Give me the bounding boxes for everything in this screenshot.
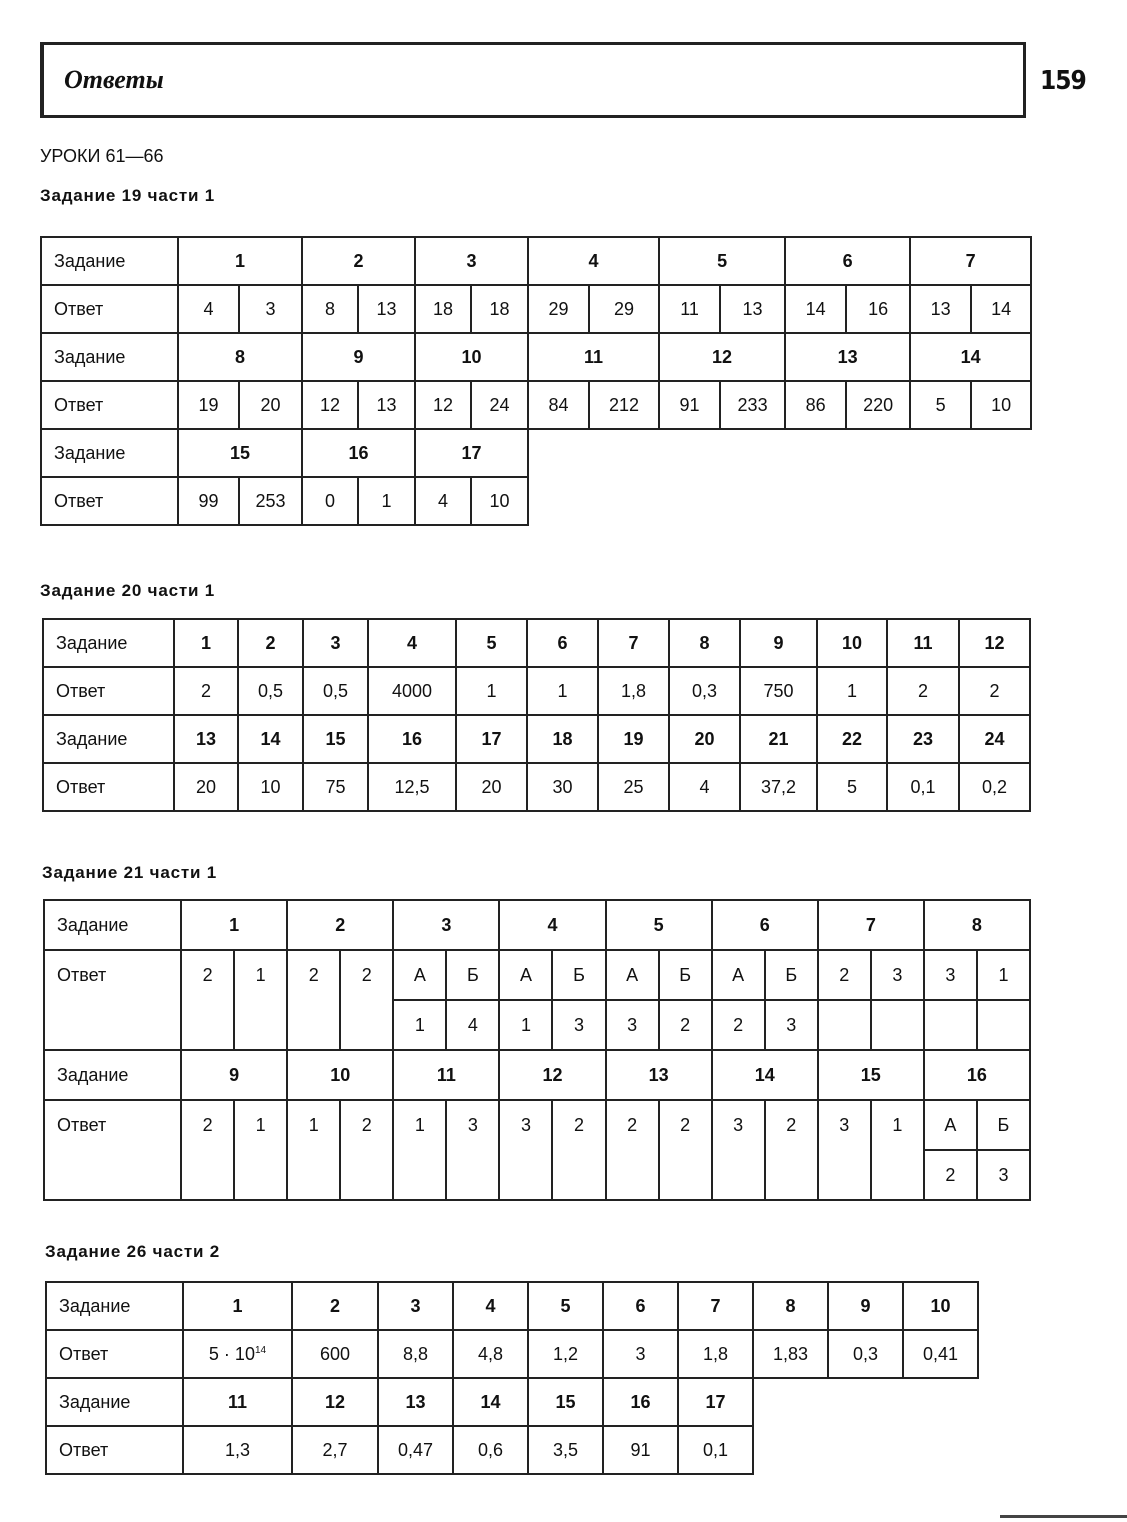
answer-cell: 0,1	[678, 1426, 753, 1474]
answer-cell: 1	[358, 477, 415, 525]
task-number: 4	[499, 900, 605, 950]
task-number: 14	[238, 715, 303, 763]
answer-letter: Б	[765, 950, 818, 1000]
task21-row2-answers-top	[44, 1100, 1030, 1150]
answer-cell: 18	[471, 285, 528, 333]
answer-label: Ответ	[41, 285, 178, 333]
task19-row2-tasks	[41, 333, 1031, 381]
answer-cell: 2	[818, 950, 871, 1000]
task-number: 14	[712, 1050, 818, 1100]
answer-cell: 1	[527, 667, 598, 715]
task-number: 4	[368, 619, 456, 667]
answer-cell: 4	[415, 477, 471, 525]
task-number: 7	[910, 237, 1031, 285]
task19-row3-tasks	[41, 429, 1031, 477]
task26-row2-tasks	[46, 1378, 978, 1426]
task20-row2-answers	[43, 763, 1030, 811]
answer-label: Ответ	[41, 477, 178, 525]
task-number: 16	[302, 429, 415, 477]
answer-cell: 25	[598, 763, 669, 811]
answer-cell: 0,41	[903, 1330, 978, 1378]
answer-cell: 1,8	[678, 1330, 753, 1378]
answer-cell: 2	[340, 950, 393, 1050]
task21-title: Задание 21 части 1	[42, 863, 218, 882]
answer-cell: 1	[234, 1100, 287, 1200]
answer-cell: 1	[287, 1100, 340, 1200]
answer-cell: 220	[846, 381, 910, 429]
footer-rule	[1000, 1515, 1127, 1518]
answer-label: Ответ	[46, 1426, 183, 1474]
answer-cell: 1	[393, 1100, 446, 1200]
answer-cell: 3	[977, 1150, 1030, 1200]
answer-cell: 18	[415, 285, 471, 333]
task-number: 5	[456, 619, 527, 667]
answer-cell: 2	[887, 667, 959, 715]
answer-cell: 24	[471, 381, 528, 429]
task-number: 18	[527, 715, 598, 763]
answer-cell: 2,7	[292, 1426, 378, 1474]
task-label: Задание	[46, 1282, 183, 1330]
task-number: 13	[606, 1050, 712, 1100]
page-number: 159	[1040, 66, 1086, 96]
task-number: 1	[174, 619, 238, 667]
answer-cell: 2	[712, 1000, 765, 1050]
task-number: 10	[903, 1282, 978, 1330]
answer-cell: 12	[415, 381, 471, 429]
task-number: 5	[528, 1282, 603, 1330]
task-number: 2	[287, 900, 393, 950]
answer-letter: Б	[977, 1100, 1030, 1150]
answer-cell: 12	[302, 381, 358, 429]
answer-cell: 0,6	[453, 1426, 528, 1474]
answer-cell: 750	[740, 667, 817, 715]
task-number: 7	[678, 1282, 753, 1330]
task20-row2-tasks	[43, 715, 1030, 763]
answer-cell: 600	[292, 1330, 378, 1378]
answer-cell: 14	[971, 285, 1031, 333]
task-number: 7	[818, 900, 924, 950]
page-title: Ответы	[64, 65, 164, 94]
answer-cell: 10	[971, 381, 1031, 429]
answer-letter: Б	[446, 950, 499, 1000]
task-number: 6	[603, 1282, 678, 1330]
task-number: 6	[712, 900, 818, 950]
answer-cell: 10	[238, 763, 303, 811]
task-number: 1	[178, 237, 302, 285]
answer-cell: 3	[924, 950, 977, 1000]
answer-cell: 0	[302, 477, 358, 525]
answer-label: Ответ	[44, 950, 181, 1050]
answer-cell: 11	[659, 285, 720, 333]
answer-cell: 2	[606, 1100, 659, 1200]
task-label: Задание	[43, 715, 174, 763]
answer-cell: 4	[446, 1000, 499, 1050]
answer-cell: 0,5	[238, 667, 303, 715]
task-number: 13	[785, 333, 910, 381]
task-number: 6	[527, 619, 598, 667]
answer-letter: Б	[552, 950, 605, 1000]
answer-cell: 212	[589, 381, 659, 429]
task-number: 22	[817, 715, 887, 763]
answer-cell: 0,5	[303, 667, 368, 715]
task-number: 10	[287, 1050, 393, 1100]
answer-cell: 4	[178, 285, 239, 333]
task-number: 19	[598, 715, 669, 763]
answer-cell: 13	[358, 285, 415, 333]
task-number: 15	[818, 1050, 924, 1100]
answer-cell: 84	[528, 381, 589, 429]
answer-cell: 2	[174, 667, 238, 715]
task-number: 10	[415, 333, 528, 381]
task-number: 8	[669, 619, 740, 667]
answer-cell-empty	[977, 1000, 1030, 1050]
answer-cell: 3	[765, 1000, 818, 1050]
answer-cell: 2	[765, 1100, 818, 1200]
answer-cell: 2	[181, 1100, 234, 1200]
answer-cell-empty	[924, 1000, 977, 1050]
task-number: 4	[453, 1282, 528, 1330]
task-number: 3	[393, 900, 499, 950]
lessons-heading: УРОКИ 61—66	[40, 146, 164, 166]
task-number: 23	[887, 715, 959, 763]
answer-cell: 3	[603, 1330, 678, 1378]
task-label: Задание	[41, 333, 178, 381]
task20-row1-answers	[43, 667, 1030, 715]
answer-cell: 1,2	[528, 1330, 603, 1378]
answer-cell: 1	[234, 950, 287, 1050]
answer-cell: 20	[174, 763, 238, 811]
answer-cell: 99	[178, 477, 239, 525]
task-number: 14	[910, 333, 1031, 381]
task-label: Задание	[43, 619, 174, 667]
answer-cell: 3	[606, 1000, 659, 1050]
task-label: Задание	[41, 429, 178, 477]
answer-cell: 0,1	[887, 763, 959, 811]
answer-cell: 29	[528, 285, 589, 333]
empty-space	[528, 429, 1031, 477]
answer-cell: 3	[446, 1100, 499, 1200]
task-number: 15	[178, 429, 302, 477]
task19-row3-answers	[41, 477, 1031, 525]
task-number: 24	[959, 715, 1030, 763]
answer-cell: 75	[303, 763, 368, 811]
task-number: 12	[499, 1050, 605, 1100]
task-label: Задание	[44, 900, 181, 950]
answer-cell: 2	[659, 1000, 712, 1050]
answer-cell: 20	[456, 763, 527, 811]
task-number: 8	[924, 900, 1030, 950]
answer-letter: А	[499, 950, 552, 1000]
task-number: 11	[183, 1378, 292, 1426]
answer-cell: 1,8	[598, 667, 669, 715]
task-number: 2	[292, 1282, 378, 1330]
answer-cell: 8,8	[378, 1330, 453, 1378]
task-number: 3	[303, 619, 368, 667]
task19-row1-answers	[41, 285, 1031, 333]
answer-exponent: 14	[254, 1344, 267, 1356]
answer-cell: 0,2	[959, 763, 1030, 811]
answer-cell: 2	[340, 1100, 393, 1200]
answer-letter: Б	[659, 950, 712, 1000]
task20-row1-tasks	[43, 619, 1030, 667]
answer-cell: 13	[720, 285, 785, 333]
answer-base: 5 · 10	[208, 1343, 255, 1364]
answer-cell-power	[183, 1330, 292, 1378]
answer-cell: 1	[499, 1000, 552, 1050]
task-label: Задание	[44, 1050, 181, 1100]
task26-row1-answers	[46, 1330, 978, 1378]
task26-title: Задание 26 части 2	[45, 1242, 221, 1261]
task-number: 13	[174, 715, 238, 763]
answer-cell: 253	[239, 477, 302, 525]
task21-row1-tasks	[44, 900, 1030, 950]
task19-row1-tasks	[41, 237, 1031, 285]
task-number: 21	[740, 715, 817, 763]
answer-cell: 91	[659, 381, 720, 429]
answer-cell: 3,5	[528, 1426, 603, 1474]
task-number: 9	[302, 333, 415, 381]
answer-cell: 16	[846, 285, 910, 333]
answer-cell: 0,3	[669, 667, 740, 715]
answer-cell: 2	[181, 950, 234, 1050]
task-number: 9	[740, 619, 817, 667]
answer-cell: 4	[669, 763, 740, 811]
task-number: 15	[528, 1378, 603, 1426]
task20-table	[42, 618, 1031, 812]
task-number: 2	[302, 237, 415, 285]
task-label: Задание	[46, 1378, 183, 1426]
answer-letter: А	[712, 950, 765, 1000]
answer-label: Ответ	[43, 763, 174, 811]
task-number: 13	[378, 1378, 453, 1426]
task21-row2-tasks	[44, 1050, 1030, 1100]
task19-table	[40, 236, 1032, 526]
answer-label: Ответ	[46, 1330, 183, 1378]
task-number: 6	[785, 237, 910, 285]
task-number: 5	[606, 900, 712, 950]
task-number: 12	[292, 1378, 378, 1426]
answer-letter: А	[606, 950, 659, 1000]
answer-cell: 12,5	[368, 763, 456, 811]
answer-cell: 1	[393, 1000, 446, 1050]
answer-cell: 30	[527, 763, 598, 811]
answer-cell: 0,47	[378, 1426, 453, 1474]
answer-cell: 0,3	[828, 1330, 903, 1378]
answer-cell: 3	[871, 950, 924, 1000]
task-number: 10	[817, 619, 887, 667]
answer-label: Ответ	[41, 381, 178, 429]
task19-title: Задание 19 части 1	[40, 186, 216, 205]
answer-cell: 29	[589, 285, 659, 333]
answer-cell: 19	[178, 381, 239, 429]
answer-cell: 2	[659, 1100, 712, 1200]
answer-cell: 2	[924, 1150, 977, 1200]
task20-title: Задание 20 части 1	[40, 581, 216, 600]
task-number: 3	[415, 237, 528, 285]
answer-cell: 1,83	[753, 1330, 828, 1378]
task-number: 11	[393, 1050, 499, 1100]
header-box	[40, 42, 1026, 118]
task-number: 2	[238, 619, 303, 667]
task-number: 11	[887, 619, 959, 667]
answer-label: Ответ	[44, 1100, 181, 1200]
answer-cell: 3	[499, 1100, 552, 1200]
answer-cell: 1,3	[183, 1426, 292, 1474]
task-number: 15	[303, 715, 368, 763]
answer-cell-empty	[871, 1000, 924, 1050]
task-number: 4	[528, 237, 659, 285]
task-number: 1	[183, 1282, 292, 1330]
answer-cell: 1	[456, 667, 527, 715]
task21-row1-answers-top	[44, 950, 1030, 1000]
task-label: Задание	[41, 237, 178, 285]
answer-cell: 3	[712, 1100, 765, 1200]
task-number: 1	[181, 900, 287, 950]
answer-cell: 91	[603, 1426, 678, 1474]
answer-cell: 2	[959, 667, 1030, 715]
task-number: 17	[678, 1378, 753, 1426]
answer-cell: 8	[302, 285, 358, 333]
answer-cell: 13	[910, 285, 971, 333]
task-number: 8	[753, 1282, 828, 1330]
answer-cell: 3	[239, 285, 302, 333]
task-number: 16	[368, 715, 456, 763]
task26-table	[45, 1281, 979, 1475]
task-number: 8	[178, 333, 302, 381]
answer-cell: 86	[785, 381, 846, 429]
task19-row2-answers	[41, 381, 1031, 429]
answer-letter: А	[393, 950, 446, 1000]
task26-row1-tasks	[46, 1282, 978, 1330]
task21-table	[43, 899, 1031, 1201]
empty-space	[753, 1426, 978, 1474]
task-number: 7	[598, 619, 669, 667]
answer-cell: 20	[239, 381, 302, 429]
answer-cell: 37,2	[740, 763, 817, 811]
task-number: 3	[378, 1282, 453, 1330]
answer-cell-empty	[818, 1000, 871, 1050]
task-number: 12	[659, 333, 785, 381]
answer-label: Ответ	[43, 667, 174, 715]
empty-space	[753, 1378, 978, 1426]
task-number: 14	[453, 1378, 528, 1426]
task-number: 12	[959, 619, 1030, 667]
answer-cell: 5	[817, 763, 887, 811]
answer-letter: А	[924, 1100, 977, 1150]
answer-cell: 4,8	[453, 1330, 528, 1378]
answer-cell: 1	[871, 1100, 924, 1200]
task-number: 16	[603, 1378, 678, 1426]
answer-cell: 4000	[368, 667, 456, 715]
task26-row2-answers	[46, 1426, 978, 1474]
task-number: 17	[415, 429, 528, 477]
task-number: 16	[924, 1050, 1030, 1100]
answer-cell: 3	[818, 1100, 871, 1200]
empty-space	[528, 477, 1031, 525]
answer-cell: 1	[817, 667, 887, 715]
answer-cell: 1	[977, 950, 1030, 1000]
task-number: 17	[456, 715, 527, 763]
answer-cell: 5	[910, 381, 971, 429]
answer-cell: 2	[287, 950, 340, 1050]
answer-cell: 3	[552, 1000, 605, 1050]
task-number: 11	[528, 333, 659, 381]
task-number: 20	[669, 715, 740, 763]
answer-cell: 13	[358, 381, 415, 429]
answer-cell: 233	[720, 381, 785, 429]
answer-cell: 2	[552, 1100, 605, 1200]
task-number: 9	[181, 1050, 287, 1100]
answer-cell: 14	[785, 285, 846, 333]
task-number: 9	[828, 1282, 903, 1330]
answer-cell: 10	[471, 477, 528, 525]
task-number: 5	[659, 237, 785, 285]
